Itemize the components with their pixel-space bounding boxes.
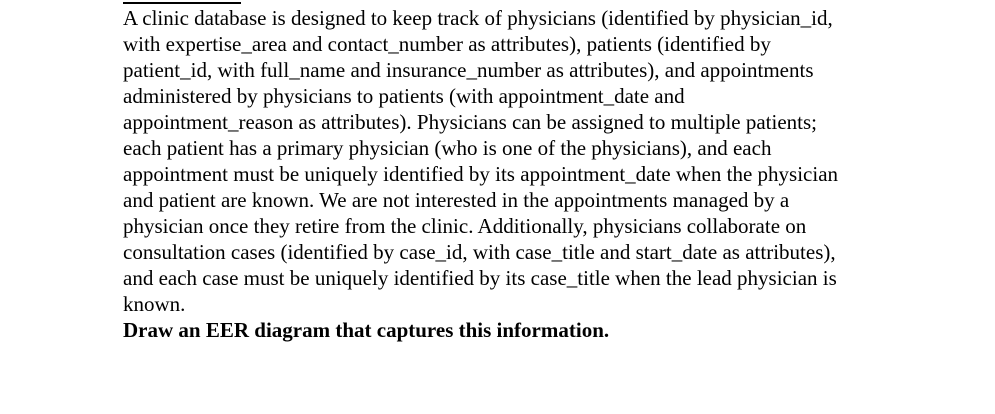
problem-line: with expertise_area and contact_number as attributes), patients (identified by <box>123 32 771 56</box>
problem-line: consultation cases (identified by case_id, with case_title and start_date as attributes), <box>123 240 836 264</box>
problem-line: appointment_reason as attributes). Physicians can be assigned to multiple patients; <box>123 110 818 134</box>
cropped-previous-line <box>123 0 323 4</box>
problem-line: and patient are known. We are not interested in the appointments managed by a <box>123 188 790 212</box>
problem-line: physician once they retire from the clinic. Additionally, physicians collaborate on <box>123 214 807 238</box>
problem-line: and each case must be uniquely identified by its case_title when the lead physician is <box>123 266 837 290</box>
problem-line: each patient has a primary physician (who is one of the physicians), and each <box>123 136 772 160</box>
problem-line: appointment must be uniquely identified by its appointment_date when the physician <box>123 162 839 186</box>
problem-line: patient_id, with full_name and insurance_number as attributes), and appointments <box>123 58 814 82</box>
problem-line: administered by physicians to patients (with appointment_date and <box>123 84 685 108</box>
problem-line: known. <box>123 292 186 316</box>
instruction-text: Draw an EER diagram that captures this information. <box>123 318 610 342</box>
problem-text-block <box>123 5 883 343</box>
problem-line: A clinic database is designed to keep track of physicians (identified by physician_id, <box>123 6 833 30</box>
